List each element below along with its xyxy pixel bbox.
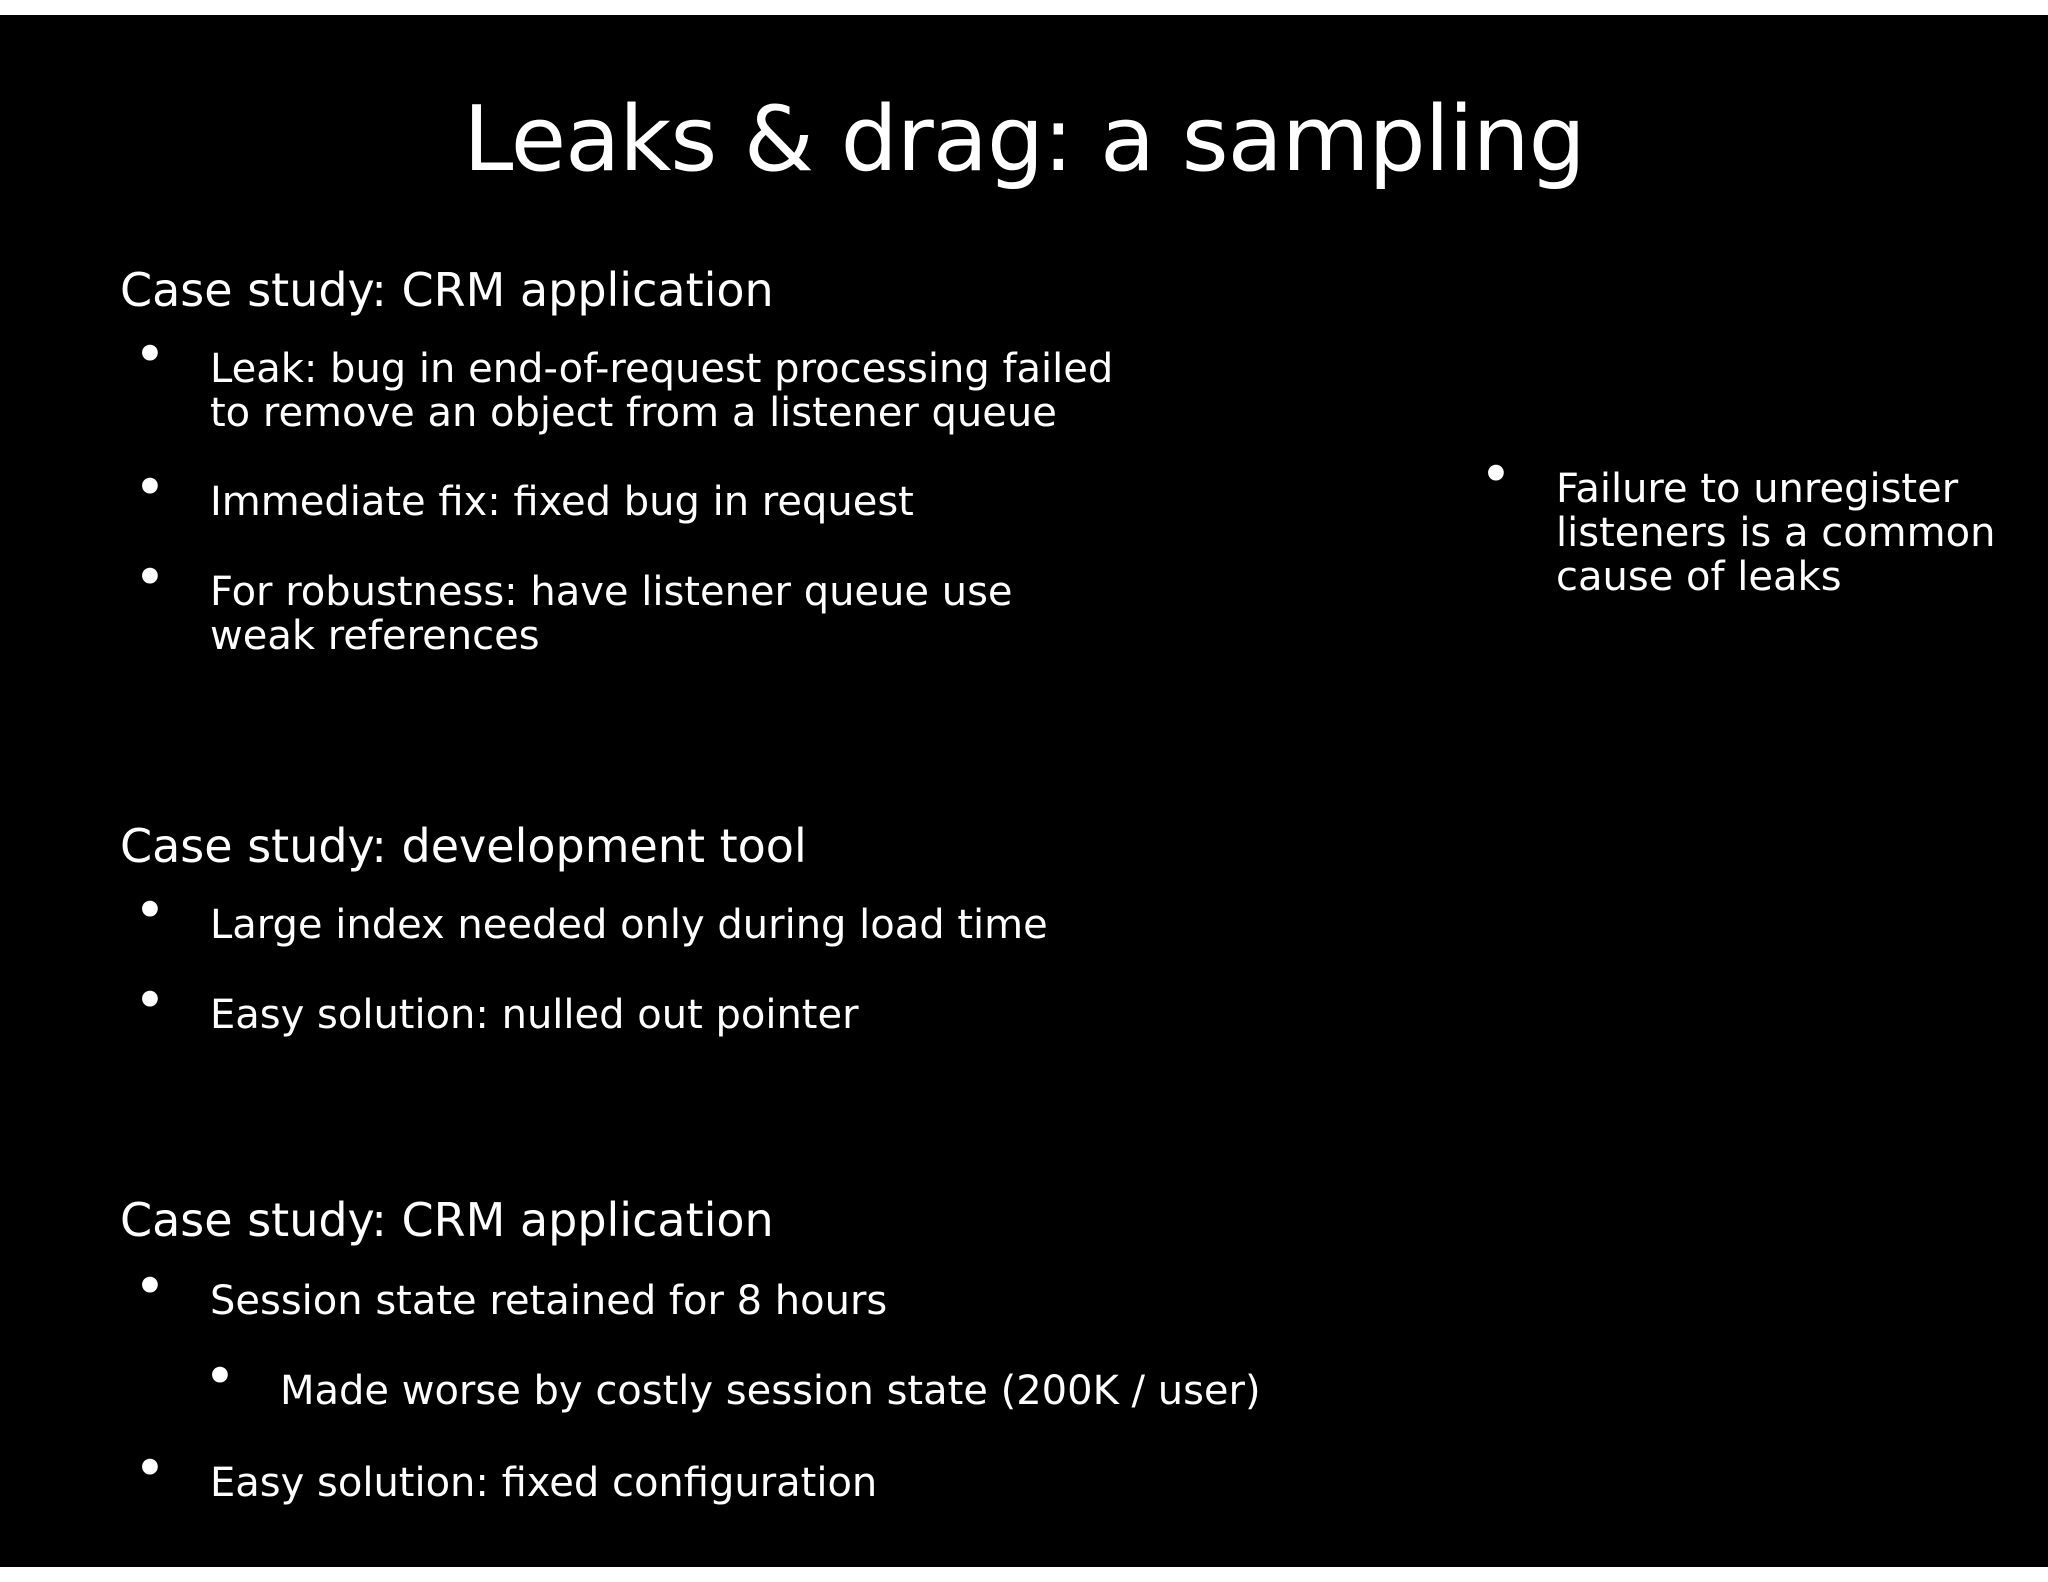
bullet-dot: • [134,546,166,609]
bullet-text: Immediate fix: fixed bug in request [210,479,914,525]
sub-bullet-item [204,1345,1261,1414]
bullet-item [134,546,1130,659]
bullet-item [134,969,859,1038]
bullet-item [134,323,1130,436]
bullet-dot: • [134,879,166,942]
bullet-dot: • [134,323,166,386]
section-heading-crm-1: Case study: CRM application [120,263,774,317]
section-heading-dev-tool: Case study: development tool [120,819,807,873]
bullet-dot: • [134,969,166,1032]
sub-bullet-text: Made worse by costly session state (200K / user) [280,1368,1261,1414]
bullet-text: Leak: bug in end-of-request processing failed to remove an object from a listener queue [210,346,1114,436]
bullet-text: Easy solution: fixed configuration [210,1460,878,1506]
bullet-dot: • [1480,443,1512,506]
section-heading-crm-2: Case study: CRM application [120,1193,774,1247]
bullet-text: For robustness: have listener queue use weak references [210,569,1013,659]
bullet-dot: • [134,1437,166,1500]
bullet-text: Large index needed only during load time [210,902,1048,948]
bullet-item [134,1437,878,1506]
slide [0,15,2048,1567]
bullet-item [134,879,1048,948]
bullet-text: Session state retained for 8 hours [210,1278,888,1324]
bullet-dot: • [134,1255,166,1318]
bullet-item [134,1255,888,1324]
bullet-item [134,456,914,525]
side-note-text: Failure to unregister listeners is a common cause of leaks [1556,466,1996,600]
side-note [1480,443,2016,600]
bullet-text: Easy solution: nulled out pointer [210,992,859,1038]
bullet-dot: • [134,456,166,519]
slide-title: Leaks & drag: a sampling [463,87,1585,192]
bullet-dot: • [204,1345,236,1408]
